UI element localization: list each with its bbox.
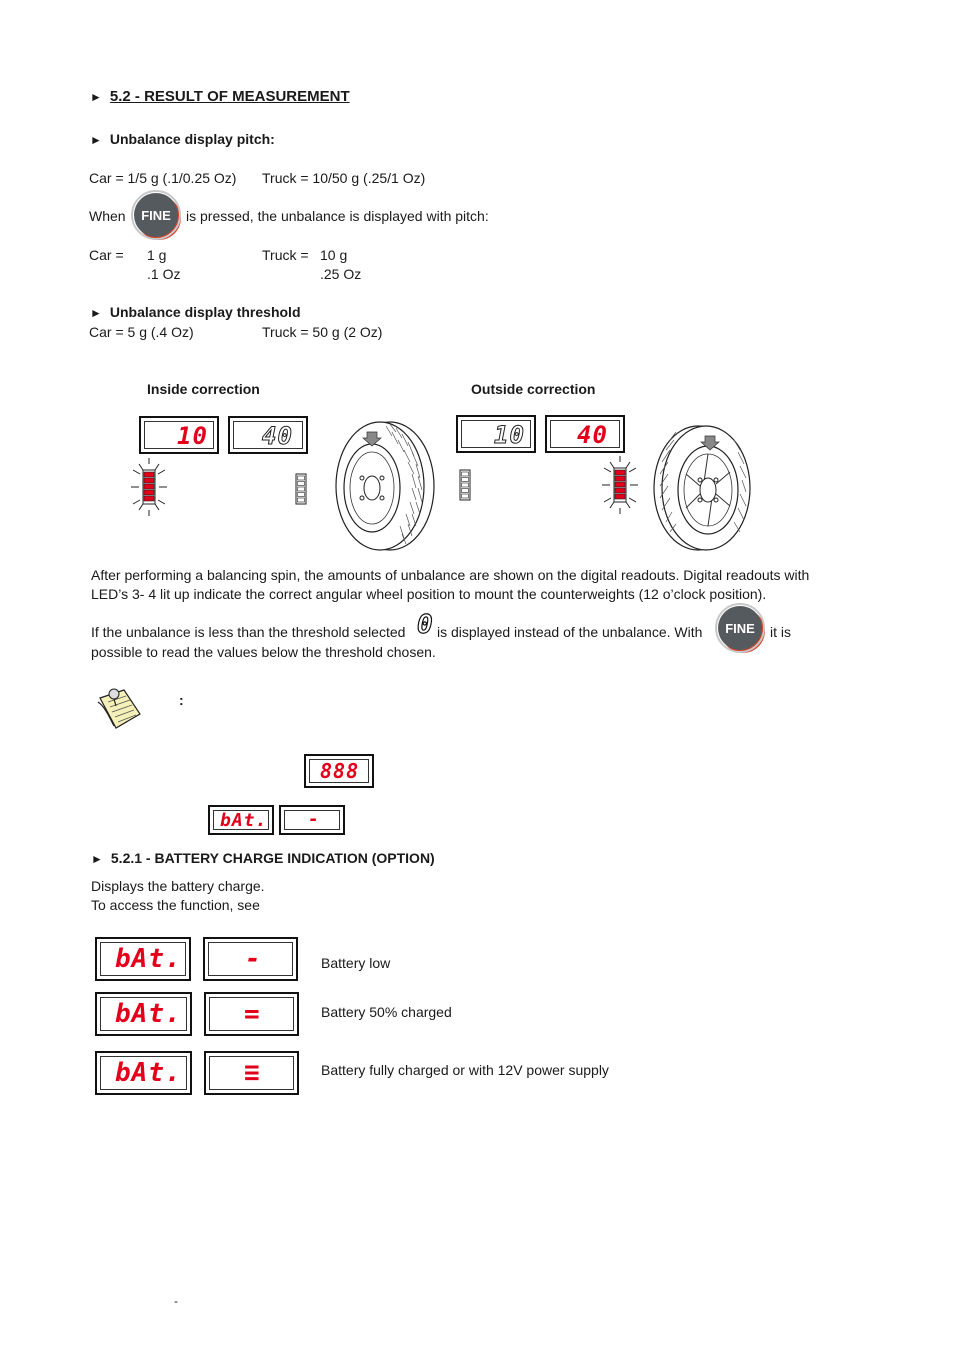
fine-button[interactable] xyxy=(134,193,178,237)
battery-low-right-value: - xyxy=(245,944,262,974)
wheel-inside-icon xyxy=(330,418,438,554)
threshold-text-d: possible to read the values below the threshold chosen. xyxy=(91,644,436,660)
inside-correction-label: Inside correction xyxy=(147,381,260,397)
battery-full-left-value: bAt. xyxy=(115,1058,182,1088)
fine-button[interactable] xyxy=(718,606,762,650)
display-bat-value: bAt. xyxy=(220,810,268,831)
battery-low-right-display xyxy=(203,937,298,981)
battery-heading-text: 5.2.1 - BATTERY CHARGE INDICATION (OPTION) xyxy=(110,850,435,866)
car-fine-oz: .1 Oz xyxy=(147,266,181,282)
truck-label: Truck = xyxy=(262,247,309,263)
battery-low-left-display xyxy=(95,937,191,981)
outside-right-value: 40 xyxy=(577,421,608,449)
battery-intro-2: To access the function, see xyxy=(91,897,260,913)
footer-dash: - xyxy=(174,1294,178,1308)
section-heading xyxy=(90,88,350,105)
battery-full-right-value: ≡ xyxy=(244,1058,261,1088)
car-default-pitch: Car = 1/5 g (.1/0.25 Oz) xyxy=(89,170,237,186)
outside-correction-label: Outside correction xyxy=(471,381,596,397)
arrow-right-icon: ► xyxy=(90,133,102,147)
display-888 xyxy=(304,754,374,788)
display-bat-level xyxy=(279,805,345,835)
note-icon xyxy=(94,684,148,732)
note-colon: : xyxy=(179,692,184,708)
threshold-text-c: it is xyxy=(770,624,791,640)
battery-heading xyxy=(91,850,435,866)
section-title: 5.2 - RESULT OF MEASUREMENT xyxy=(109,88,350,105)
led-bar-unlit-icon xyxy=(459,469,471,501)
fine-button-label: FINE xyxy=(141,207,171,223)
outside-right-display xyxy=(545,415,625,453)
fine-button-label: FINE xyxy=(725,620,755,636)
zero-digit-icon: 0 xyxy=(417,610,434,640)
battery-full-left-display xyxy=(95,1051,192,1095)
threshold-text-b: is displayed instead of the unbalance. With xyxy=(437,624,703,640)
led-bar-lit-icon xyxy=(598,456,642,514)
pitch-heading-text: Unbalance display pitch: xyxy=(109,131,275,147)
inside-right-display xyxy=(228,416,308,454)
truck-fine-oz: .25 Oz xyxy=(320,266,362,282)
display-888-value: 888 xyxy=(320,759,360,783)
inside-left-display xyxy=(139,416,219,454)
arrow-right-icon: ► xyxy=(91,852,103,866)
display-bat xyxy=(208,805,274,835)
battery-half-label: Battery 50% charged xyxy=(321,1004,452,1020)
battery-half-left-display xyxy=(95,992,192,1036)
arrow-right-icon: ► xyxy=(90,306,102,320)
battery-half-right-value: = xyxy=(244,999,261,1029)
threshold-heading-text: Unbalance display threshold xyxy=(109,304,301,320)
pressed-text: is pressed, the unbalance is displayed with pitch: xyxy=(186,208,489,224)
battery-low-left-value: bAt. xyxy=(115,944,182,974)
arrow-right-icon: ► xyxy=(90,90,102,104)
battery-full-right-display xyxy=(204,1051,299,1095)
car-label: Car = xyxy=(89,247,124,263)
inside-right-value: 40 xyxy=(262,422,293,450)
threshold-heading xyxy=(90,304,301,320)
battery-half-left-value: bAt. xyxy=(115,999,182,1029)
led-bar-unlit-icon xyxy=(295,473,307,505)
threshold-car: Car = 5 g (.4 Oz) xyxy=(89,324,194,340)
car-fine-g: 1 g xyxy=(147,247,167,263)
outside-left-value: 10 xyxy=(494,421,525,449)
when-text: When xyxy=(89,208,126,224)
truck-default-pitch: Truck = 10/50 g (.25/1 Oz) xyxy=(262,170,426,186)
wheel-outside-icon xyxy=(650,422,754,554)
display-bat-level-value: - xyxy=(308,809,320,830)
outside-left-display xyxy=(456,415,536,453)
result-paragraph: After performing a balancing spin, the amounts of unbalance are shown on the digital readouts. Digital readouts with LED’s 3- 4 lit up indicate the correct angular wheel position to mount the counterweights (12 o’clock position). xyxy=(91,567,810,602)
battery-full-label: Battery fully charged or with 12V power supply xyxy=(321,1062,609,1078)
battery-intro-1: Displays the battery charge. xyxy=(91,878,265,894)
inside-left-value: 10 xyxy=(177,422,208,450)
battery-half-right-display xyxy=(204,992,299,1036)
threshold-truck: Truck = 50 g (2 Oz) xyxy=(262,324,383,340)
truck-fine-g: 10 g xyxy=(320,247,348,263)
battery-low-label: Battery low xyxy=(321,955,391,971)
threshold-text-a: If the unbalance is less than the threshold selected xyxy=(91,624,406,640)
led-bar-lit-icon xyxy=(127,458,171,516)
pitch-heading xyxy=(90,131,275,147)
